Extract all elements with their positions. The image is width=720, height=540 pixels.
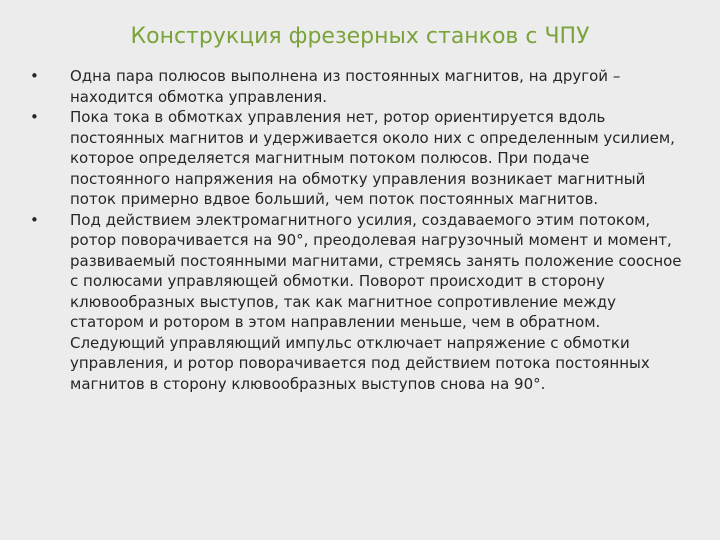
- bullet-text: Под действием электромагнитного усилия, создаваемого этим потоком, ротор поворачивается на 90°, преодолевая нагрузочный момент и момент, развиваемый постоянными магнитами, стремясь занять положение соосное с полюсами управляющей обмотки. Поворот происходит в сторону клювообразных выступов, так как магнитное сопротивление между статором и ротором в этом направлении меньше, чем в обратном. Следующий управляющий импульс отключает напряжение с обмотки управления, и ротор поворачивается под действием потока постоянных магнитов в сторону клювообразных выступов снова на 90°.: [70, 210, 682, 393]
- bullet-marker: •: [30, 210, 39, 229]
- bullet-marker: •: [30, 108, 39, 126]
- bullet-item-2: [30, 107, 690, 210]
- bullet-marker: •: [30, 67, 39, 85]
- bullet-text: Пока тока в обмотках управления нет, ротор ориентируется вдоль постоянных магнитов и удерживается около них с определенным усилием, которое определяется магнитным потоком полюсов. При подаче постоянного напряжения на обмотку управления возникает магнитный поток примерно вдвое больший, чем поток постоянных магнитов.: [70, 108, 675, 208]
- bullet-list: [30, 66, 690, 394]
- bullet-item-1: [30, 66, 690, 107]
- bullet-item-3: [30, 210, 690, 395]
- slide-title: Конструкция фрезерных станков с ЧПУ: [130, 24, 590, 49]
- bullet-text: Одна пара полюсов выполнена из постоянных магнитов, на другой – находится обмотка управления.: [70, 67, 621, 106]
